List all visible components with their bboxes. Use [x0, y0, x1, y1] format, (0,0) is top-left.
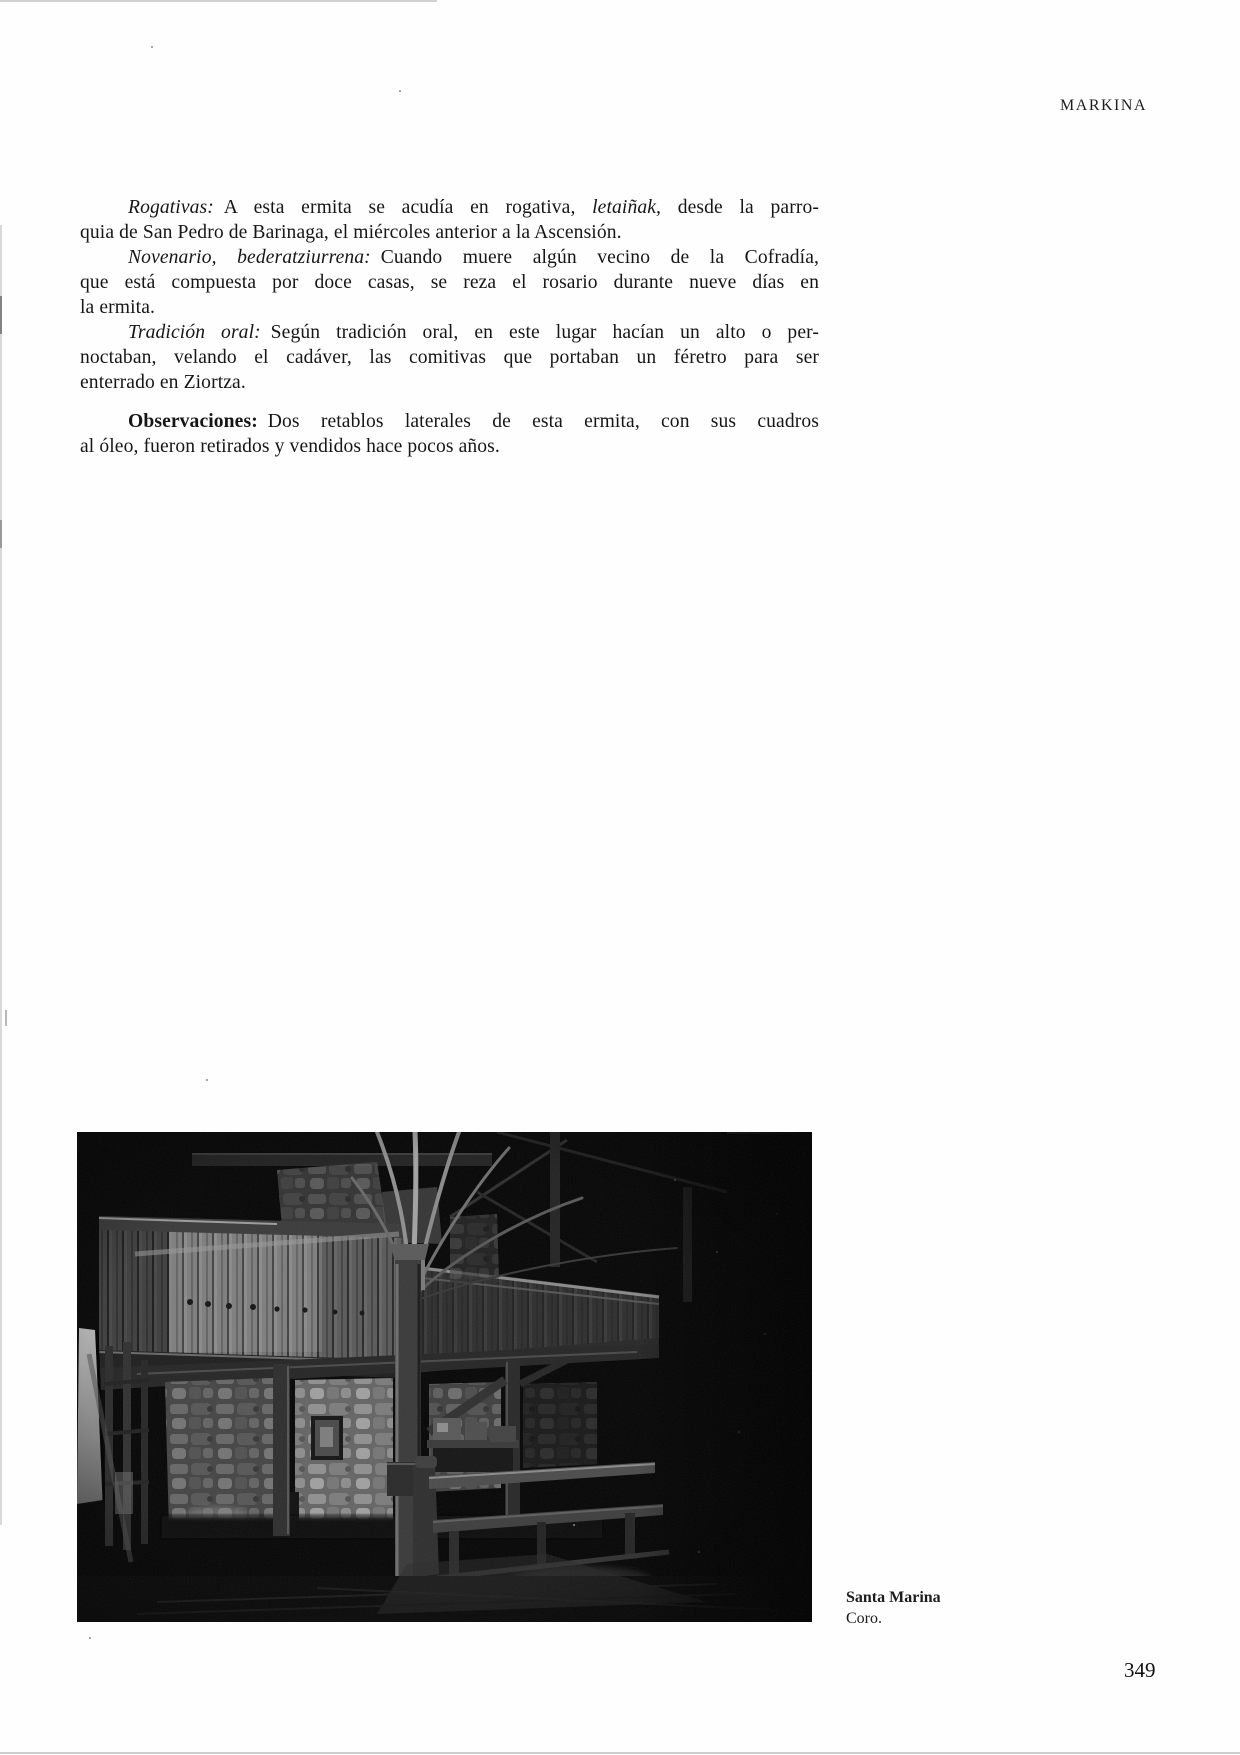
- scan-edge-left: [0, 225, 2, 1525]
- scan-edge-bottom: [0, 1752, 1240, 1754]
- scan-mark: [0, 296, 2, 334]
- text-run: la ermita.: [80, 297, 155, 318]
- text-line: [80, 295, 819, 320]
- scan-mark: [5, 1010, 7, 1026]
- text-run: A esta ermita se acudía en rogativa,: [213, 197, 593, 218]
- text-line: [80, 370, 819, 395]
- photo-caption: [846, 1587, 941, 1629]
- text-run: Cuando muere algún vecino de la Cofradía,: [370, 247, 820, 268]
- text-line: [80, 409, 819, 434]
- text-line: [80, 195, 819, 220]
- text-run: al óleo, fueron retirados y vendidos hace pocos años.: [80, 436, 500, 457]
- scan-speck: [89, 1637, 91, 1639]
- text-run: desde la parro-: [661, 197, 819, 218]
- text-line: [80, 245, 819, 270]
- text-run: que está compuesta por doce casas, se reza el rosario durante nueve días en: [80, 272, 819, 293]
- text-run: Novenario, bederatziurrena:: [128, 247, 371, 268]
- caption-title: Santa Marina: [846, 1589, 941, 1606]
- text-line: [80, 220, 819, 245]
- scan-mark: [0, 520, 2, 548]
- running-head: MARKINA: [1060, 97, 1147, 114]
- text-run: Tradición oral:: [128, 322, 261, 343]
- scan-edge-top: [0, 0, 437, 2]
- text-run: noctaban, velando el cadáver, las comitivas que portaban un féretro para ser: [80, 347, 819, 368]
- page-number: 349: [1124, 1658, 1156, 1682]
- scan-speck: [206, 1079, 208, 1081]
- text-line: [80, 345, 819, 370]
- text-line: [80, 270, 819, 295]
- text-run: Observaciones:: [128, 411, 258, 432]
- text-run: letaiñak,: [592, 197, 662, 218]
- text-run: Rogativas:: [128, 197, 214, 218]
- paragraph: [80, 195, 819, 245]
- text-line: [80, 320, 819, 345]
- paragraph: [80, 245, 819, 320]
- scan-speck: [399, 90, 401, 92]
- text-run: Dos retablos laterales de esta ermita, con sus cuadros: [257, 411, 819, 432]
- text-run: enterrado en Ziortza.: [80, 372, 246, 393]
- photo-image: [77, 1132, 812, 1622]
- paragraph: [80, 409, 819, 459]
- body-text: [80, 195, 819, 459]
- photo-santa-marina-coro: [77, 1132, 812, 1622]
- text-run: Según tradición oral, en este lugar hacían un alto o per-: [260, 322, 819, 343]
- text-line: [80, 434, 819, 459]
- text-run: quia de San Pedro de Barinaga, el miércoles anterior a la Ascensión.: [80, 222, 622, 243]
- paragraph: [80, 320, 819, 395]
- caption-subtitle: Coro.: [846, 1610, 882, 1627]
- scan-speck: [151, 46, 153, 48]
